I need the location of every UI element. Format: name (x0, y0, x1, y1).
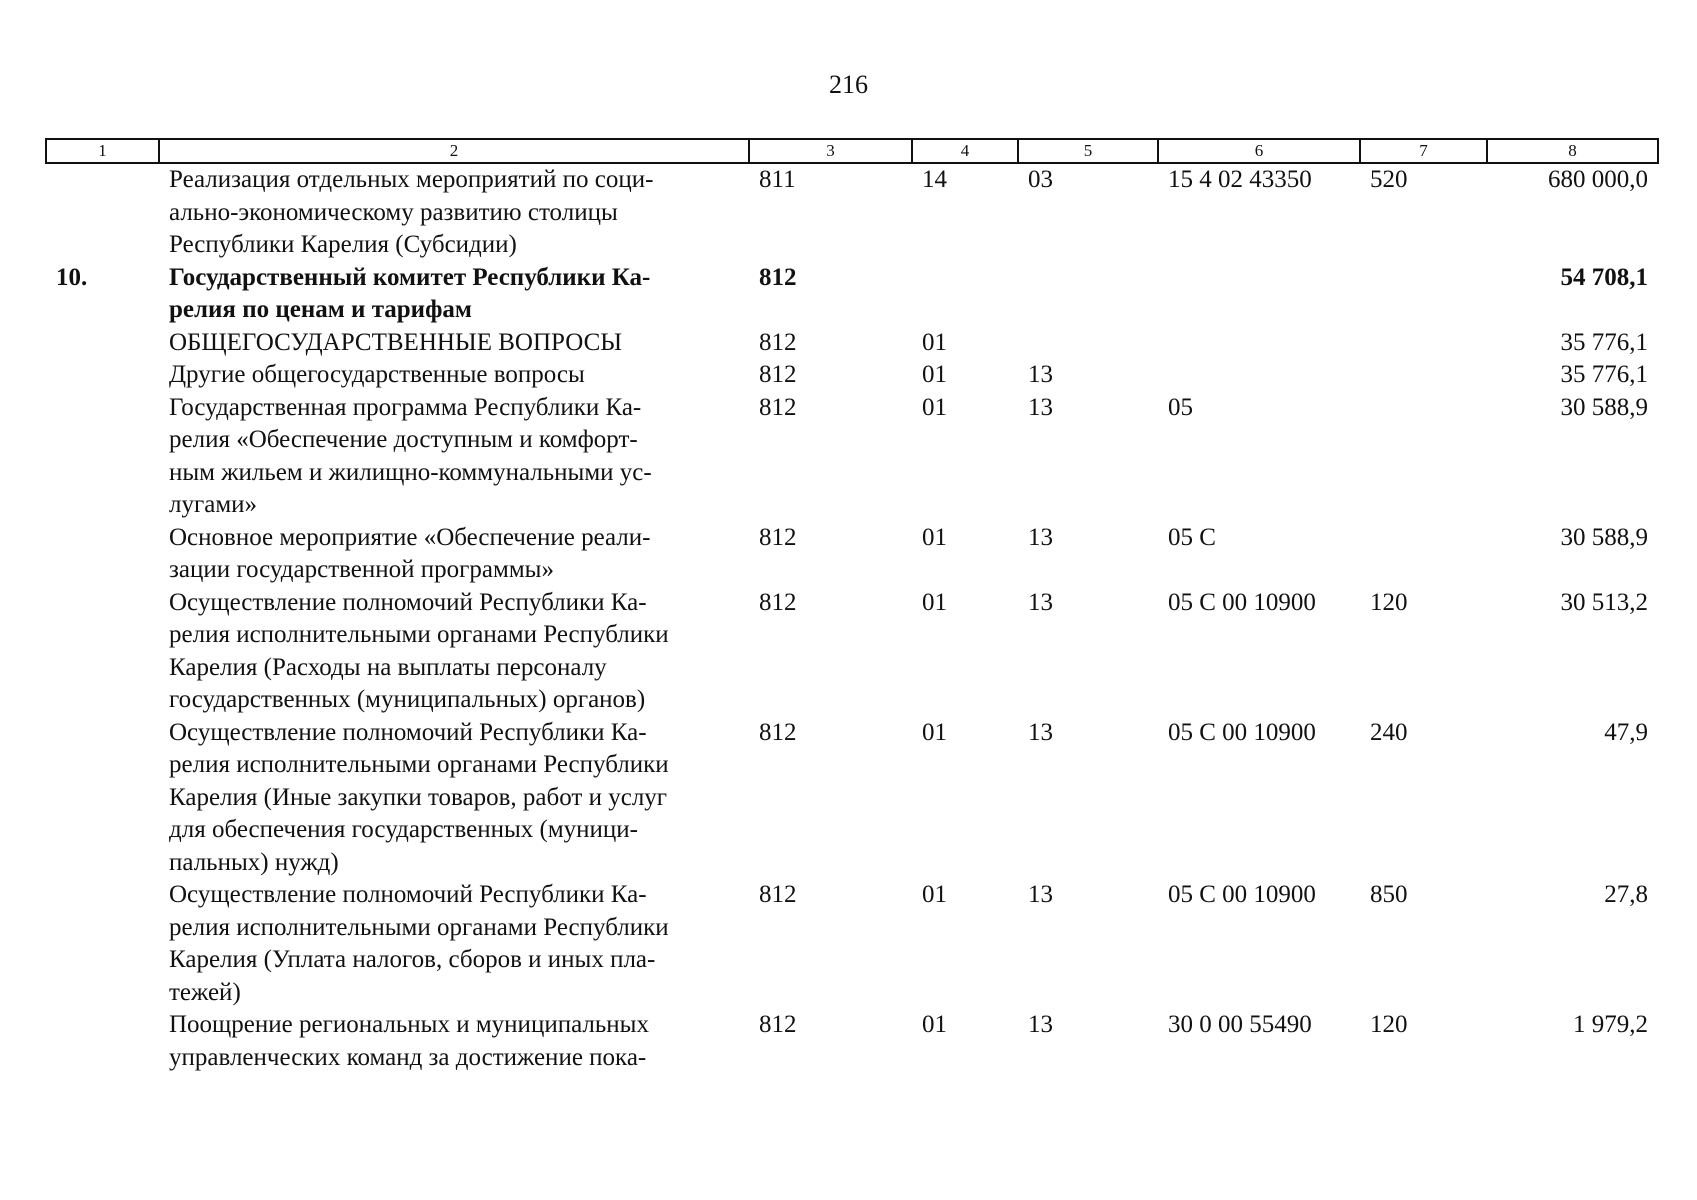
table-row (46, 262, 1658, 327)
ministry-code: 812 (759, 393, 797, 421)
target-article-code: 05 С 00 10900 (1168, 718, 1316, 746)
ministry-code: 812 (759, 328, 797, 356)
expense-type-code (1360, 392, 1487, 522)
target-article-code: 30 0 00 55490 (1168, 1011, 1312, 1038)
column-header-8: 8 (1487, 139, 1658, 163)
expense-type-code (1360, 327, 1487, 360)
amount-value: 30 588,9 (1560, 523, 1648, 551)
target-article-code (1158, 359, 1360, 392)
table-row (46, 879, 1658, 1009)
expense-type-code (1360, 522, 1487, 587)
expense-type-code: 240 (1370, 718, 1408, 746)
target-article-code (1158, 327, 1360, 360)
section-code: 01 (922, 1011, 947, 1038)
subsection-code: 13 (1028, 393, 1053, 421)
subsection-code (1018, 327, 1158, 360)
table-row (46, 587, 1658, 717)
section-code: 01 (922, 881, 947, 908)
column-header-6: 6 (1158, 139, 1360, 163)
amount-value: 35 776,1 (1560, 328, 1648, 356)
subsection-code (1018, 262, 1158, 327)
table-row (46, 522, 1658, 587)
row-number (46, 717, 159, 880)
target-article-code: 05 С 00 10900 (1168, 881, 1316, 908)
page-number: 216 (829, 70, 868, 99)
section-code: 01 (922, 393, 947, 421)
row-number (46, 163, 159, 262)
subsection-code: 13 (1028, 361, 1053, 388)
section-code: 01 (922, 718, 947, 746)
row-number (46, 587, 159, 717)
subsection-code: 13 (1028, 881, 1053, 908)
section-code: 14 (922, 166, 947, 193)
item-name: Поощрение региональных и муниципальных управленческих команд за достижение пока- (169, 1011, 649, 1071)
item-name: Другие общегосударственные вопросы (169, 361, 585, 388)
target-article-code: 15 4 02 43350 (1168, 166, 1312, 193)
table-row (46, 359, 1658, 392)
table-body (46, 163, 1658, 1074)
expense-type-code: 520 (1370, 166, 1408, 193)
amount-value: 54 708,1 (1560, 263, 1648, 291)
section-code: 01 (922, 361, 947, 388)
item-name: Осуществление полномочий Республики Ка- релия исполнительными органами Республики Карелия (Уплата налогов, сборов и иных пла- тежей) (169, 881, 669, 1006)
ministry-code: 811 (759, 166, 796, 193)
column-header-1: 1 (46, 139, 159, 163)
table-row (46, 717, 1658, 880)
table-row (46, 163, 1658, 262)
row-number: 10. (56, 263, 88, 291)
item-name: Государственный комитет Республики Ка- релия по ценам и тарифам (169, 263, 651, 323)
section-code (912, 262, 1018, 327)
subsection-code: 03 (1028, 166, 1053, 193)
budget-table (45, 138, 1659, 1074)
table-row (46, 1009, 1658, 1074)
amount-value: 47,9 (1604, 718, 1648, 746)
ministry-code: 812 (759, 263, 797, 291)
section-code: 01 (922, 328, 947, 356)
amount-value: 1 979,2 (1573, 1011, 1648, 1038)
column-header-3: 3 (749, 139, 912, 163)
row-number (46, 879, 159, 1009)
row-number (46, 522, 159, 587)
column-header-5: 5 (1018, 139, 1158, 163)
expense-type-code: 120 (1370, 588, 1408, 616)
column-header-2: 2 (159, 139, 749, 163)
ministry-code: 812 (759, 588, 797, 616)
ministry-code: 812 (759, 1011, 797, 1038)
expense-type-code: 120 (1370, 1011, 1408, 1038)
section-code: 01 (922, 523, 947, 551)
expense-type-code: 850 (1370, 881, 1408, 908)
target-article-code: 05 С 00 10900 (1168, 588, 1316, 616)
table-header-row (46, 139, 1658, 163)
subsection-code: 13 (1028, 1011, 1053, 1038)
item-name: Осуществление полномочий Республики Ка- релия исполнительными органами Республики Карелия (Иные закупки товаров, работ и услуг для обеспечения государственных (муници- пальных) нужд) (169, 718, 669, 876)
target-article-code: 05 С (1168, 523, 1216, 551)
item-name: Реализация отдельных мероприятий по соци- ально-экономическому развитию столицы Республики Карелия (Субсидии) (169, 166, 654, 258)
row-number (46, 327, 159, 360)
subsection-code: 13 (1028, 718, 1053, 746)
item-name: Государственная программа Республики Ка- релия «Обеспечение доступным и комфорт- ным жильем и жилищно-коммунальными ус- лугами» (169, 393, 652, 518)
column-header-4: 4 (912, 139, 1018, 163)
ministry-code: 812 (759, 361, 797, 388)
item-name: Основное мероприятие «Обеспечение реали- зации государственной программы» (169, 523, 651, 583)
target-article-code: 05 (1168, 393, 1193, 421)
amount-value: 30 513,2 (1560, 588, 1648, 616)
subsection-code: 13 (1028, 523, 1053, 551)
expense-type-code (1360, 262, 1487, 327)
row-number (46, 392, 159, 522)
amount-value: 680 000,0 (1548, 166, 1648, 193)
subsection-code: 13 (1028, 588, 1053, 616)
table-row (46, 327, 1658, 360)
expense-type-code (1360, 359, 1487, 392)
item-name: Осуществление полномочий Республики Ка- релия исполнительными органами Республики Карелия (Расходы на выплаты персоналу государственных (муниципальных) органов) (169, 588, 669, 713)
item-name: ОБЩЕГОСУДАРСТВЕННЫЕ ВОПРОСЫ (169, 328, 623, 356)
table-row (46, 392, 1658, 522)
amount-value: 30 588,9 (1560, 393, 1648, 421)
ministry-code: 812 (759, 523, 797, 551)
amount-value: 27,8 (1604, 881, 1648, 908)
ministry-code: 812 (759, 881, 797, 908)
column-header-7: 7 (1360, 139, 1487, 163)
section-code: 01 (922, 588, 947, 616)
target-article-code (1158, 262, 1360, 327)
ministry-code: 812 (759, 718, 797, 746)
amount-value: 35 776,1 (1560, 361, 1648, 388)
row-number (46, 1009, 159, 1074)
row-number (46, 359, 159, 392)
